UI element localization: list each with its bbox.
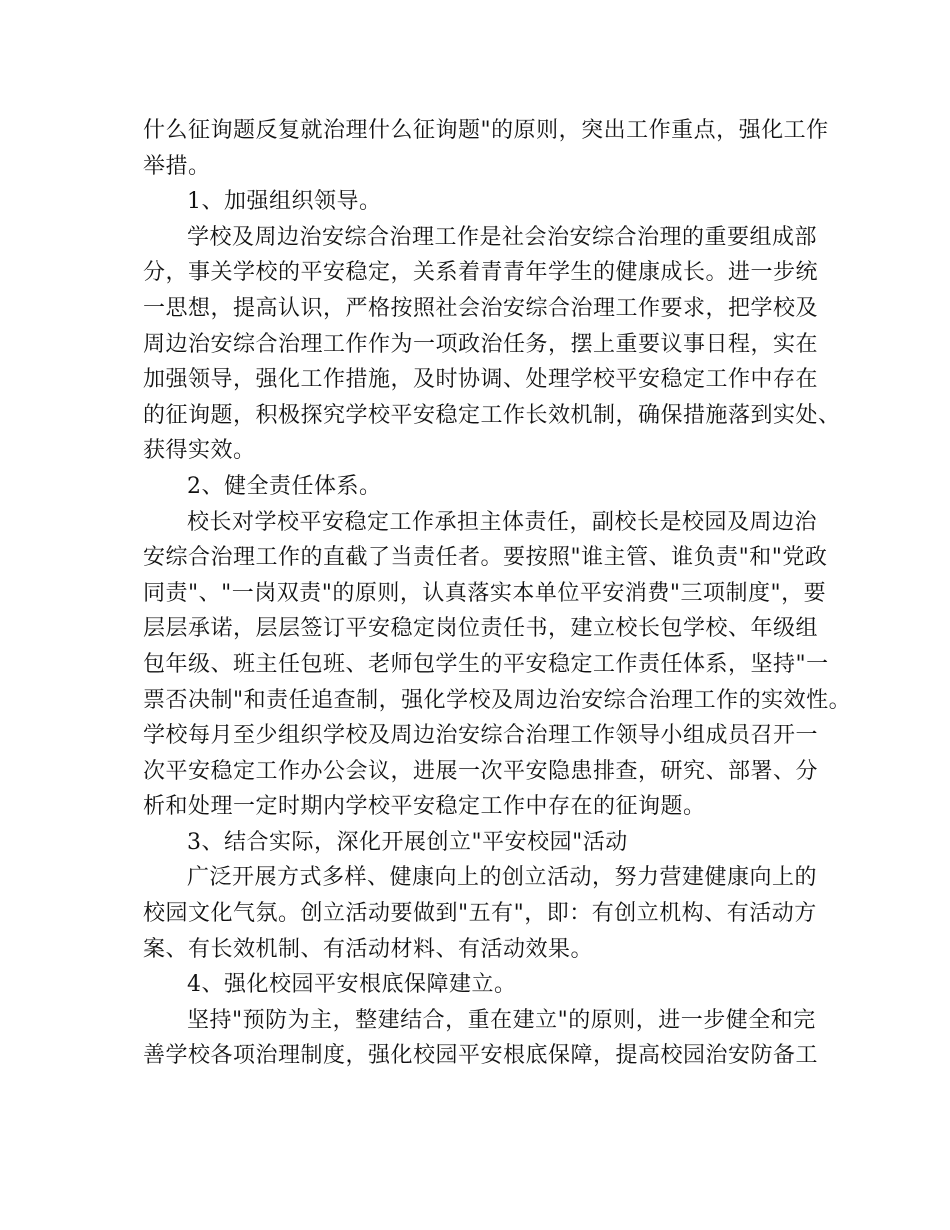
text-line: 善学校各项治理制度，强化校园平安根底保障，提高校园治安防备工 (143, 1043, 819, 1069)
text-line: 4、强化校园平安根底保障建立。 (187, 972, 517, 998)
text-line: 层层承诺，层层签订平安稳定岗位责任书，建立校长包学校、年级组 (143, 616, 819, 642)
text-line: 同责"、"一岗双责"的原则，认真落实本单位平安消费"三项制度"，要 (143, 580, 827, 606)
text-line: 获得实效。 (143, 438, 256, 464)
text-line: 广泛开展方式多样、健康向上的创立活动，努力营建健康向上的 (187, 865, 818, 891)
text-line: 安综合治理工作的直截了当责任者。要按照"谁主管、谁负责"和"党政 (143, 545, 828, 571)
text-line: 什么征询题反复就治理什么征询题"的原则，突出工作重点，强化工作 (143, 118, 829, 143)
text-line: 包年级、班主任包班、老师包学生的平安稳定工作责任体系，坚持"一 (143, 651, 829, 677)
text-line: 一思想，提高认识，严格按照社会治安综合治理工作要求，把学校及 (143, 295, 819, 321)
text-line: 分，事关学校的平安稳定，关系着青青年学生的健康成长。进一步统 (143, 260, 819, 286)
document-body (143, 113, 852, 1074)
text-line: 案、有长效机制、有活动材料、有活动效果。 (143, 936, 594, 962)
text-line: 1、加强组织领导。 (187, 189, 382, 215)
text-line: 学校及周边治安综合治理工作是社会治安综合治理的重要组成部 (187, 224, 818, 250)
text-line: 校园文化气氛。创立活动要做到"五有"，即：有创立机构、有活动方 (143, 901, 817, 927)
text-line: 坚持"预防为主，整建结合，重在建立"的原则，进一步健全和完 (187, 1007, 816, 1033)
text-line: 票否决制"和责任追查制，强化学校及周边治安综合治理工作的实效性。 (143, 687, 852, 713)
text-line: 校长对学校平安稳定工作承担主体责任，副校长是校园及周边治 (187, 509, 818, 535)
text-line: 学校每月至少组织学校及周边治安综合治理工作领导小组成员召开一 (143, 723, 819, 749)
text-line: 次平安稳定工作办公会议，进展一次平安隐患排查，研究、部署、分 (143, 758, 819, 784)
text-line: 析和处理一定时期内学校平安稳定工作中存在的征询题。 (143, 794, 706, 820)
text-line: 加强领导，强化工作措施，及时协调、处理学校平安稳定工作中存在 (143, 367, 819, 393)
text-line: 周边治安综合治理工作作为一项政治任务，摆上重要议事日程，实在 (143, 331, 819, 357)
text-line: 举措。 (143, 153, 211, 179)
text-line: 2、健全责任体系。 (187, 473, 382, 499)
text-line: 3、结合实际，深化开展创立"平安校园"活动 (187, 829, 628, 855)
text-line: 的征询题，积极探究学校平安稳定工作长效机制，确保措施落到实处、 (143, 402, 841, 428)
